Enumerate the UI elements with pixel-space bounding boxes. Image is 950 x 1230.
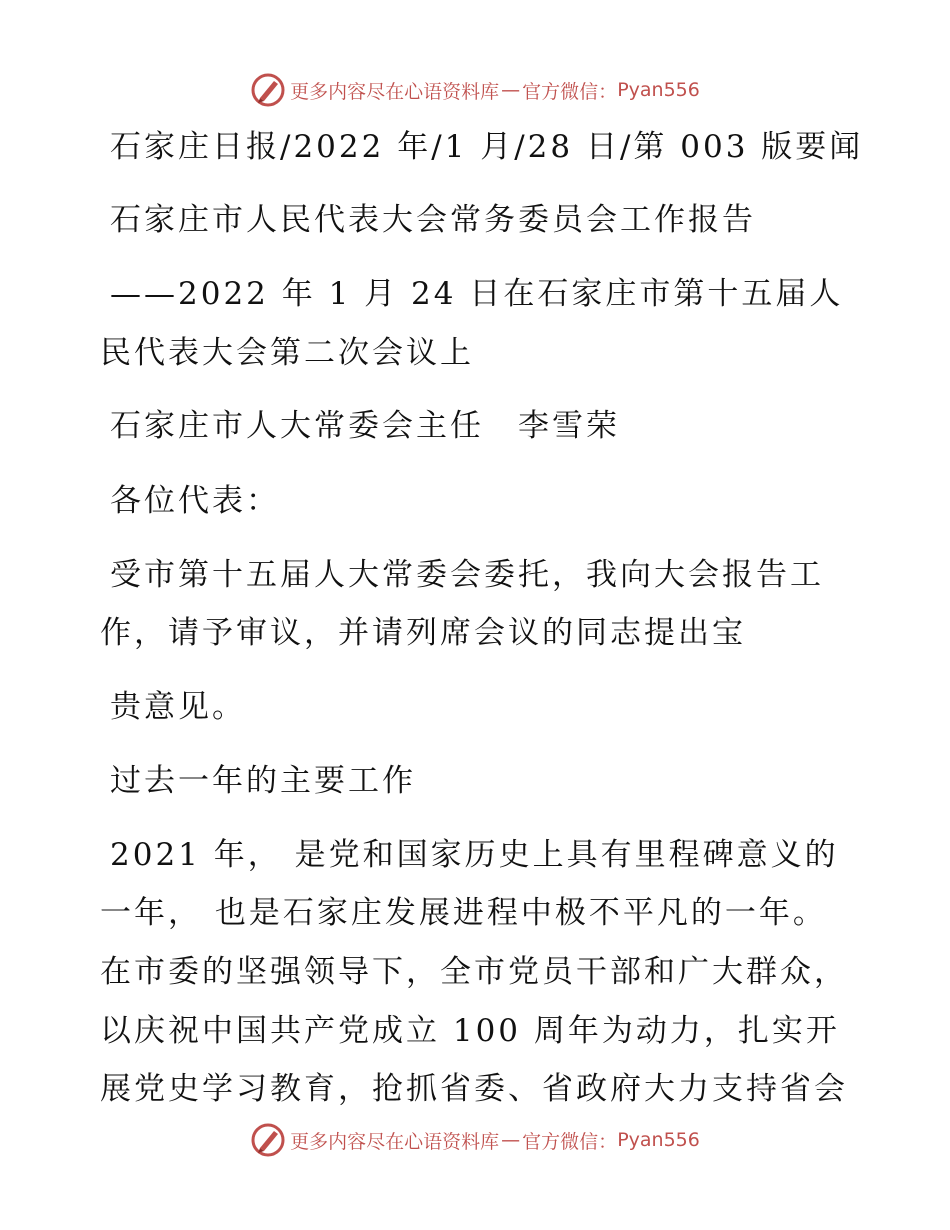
section-heading: 过去一年的主要工作	[110, 763, 416, 799]
pen-circle-logo-icon	[250, 1122, 286, 1158]
newspaper-source-line: 石家庄日报/2022 年/1 月/28 日/第 003 版要闻	[110, 129, 864, 165]
report-subtitle-line-2: 民代表大会第二次会议上	[100, 335, 474, 371]
watermark-separator: —	[501, 79, 521, 101]
paragraph-2-line-3: 在市委的坚强领导下，全市党员干部和广大群众，	[100, 954, 848, 990]
header-watermark	[0, 70, 950, 110]
footer-watermark	[0, 1120, 950, 1160]
watermark-id: Pyan556	[617, 1129, 700, 1151]
report-subtitle-line-1: ——2022 年 1 月 24 日在石家庄市第十五届人	[110, 276, 844, 312]
salutation: 各位代表：	[110, 483, 280, 519]
watermark-label: 官方微信：	[522, 1130, 618, 1153]
paragraph-2-line-4: 以庆祝中国共产党成立 100 周年为动力，扎实开	[100, 1013, 840, 1049]
paragraph-2-line-5: 展党史学习教育，抢抓省委、省政府大力支持省会	[100, 1071, 848, 1107]
paragraph-1-line-2: 作，请予审议，并请列席会议的同志提出宝	[100, 615, 746, 651]
watermark-separator: —	[501, 1129, 521, 1151]
paragraph-1-line-1: 受市第十五届人大常委会委托，我向大会报告工	[110, 557, 824, 593]
watermark-text: 更多内容尽在心语资料库	[290, 80, 500, 103]
report-author: 石家庄市人大常委会主任 李雪荣	[110, 408, 620, 444]
watermark-id: Pyan556	[617, 79, 700, 101]
paragraph-2-line-2: 一年， 也是石家庄发展进程中极不平凡的一年。	[100, 895, 827, 931]
report-title: 石家庄市人民代表大会常务委员会工作报告	[110, 202, 756, 238]
pen-circle-logo-icon	[250, 72, 286, 108]
watermark-label: 官方微信：	[522, 80, 618, 103]
paragraph-1-line-3: 贵意见。	[110, 689, 246, 725]
watermark-text: 更多内容尽在心语资料库	[290, 1130, 500, 1153]
paragraph-2-line-1: 2021 年， 是党和国家历史上具有里程碑意义的	[110, 837, 839, 873]
